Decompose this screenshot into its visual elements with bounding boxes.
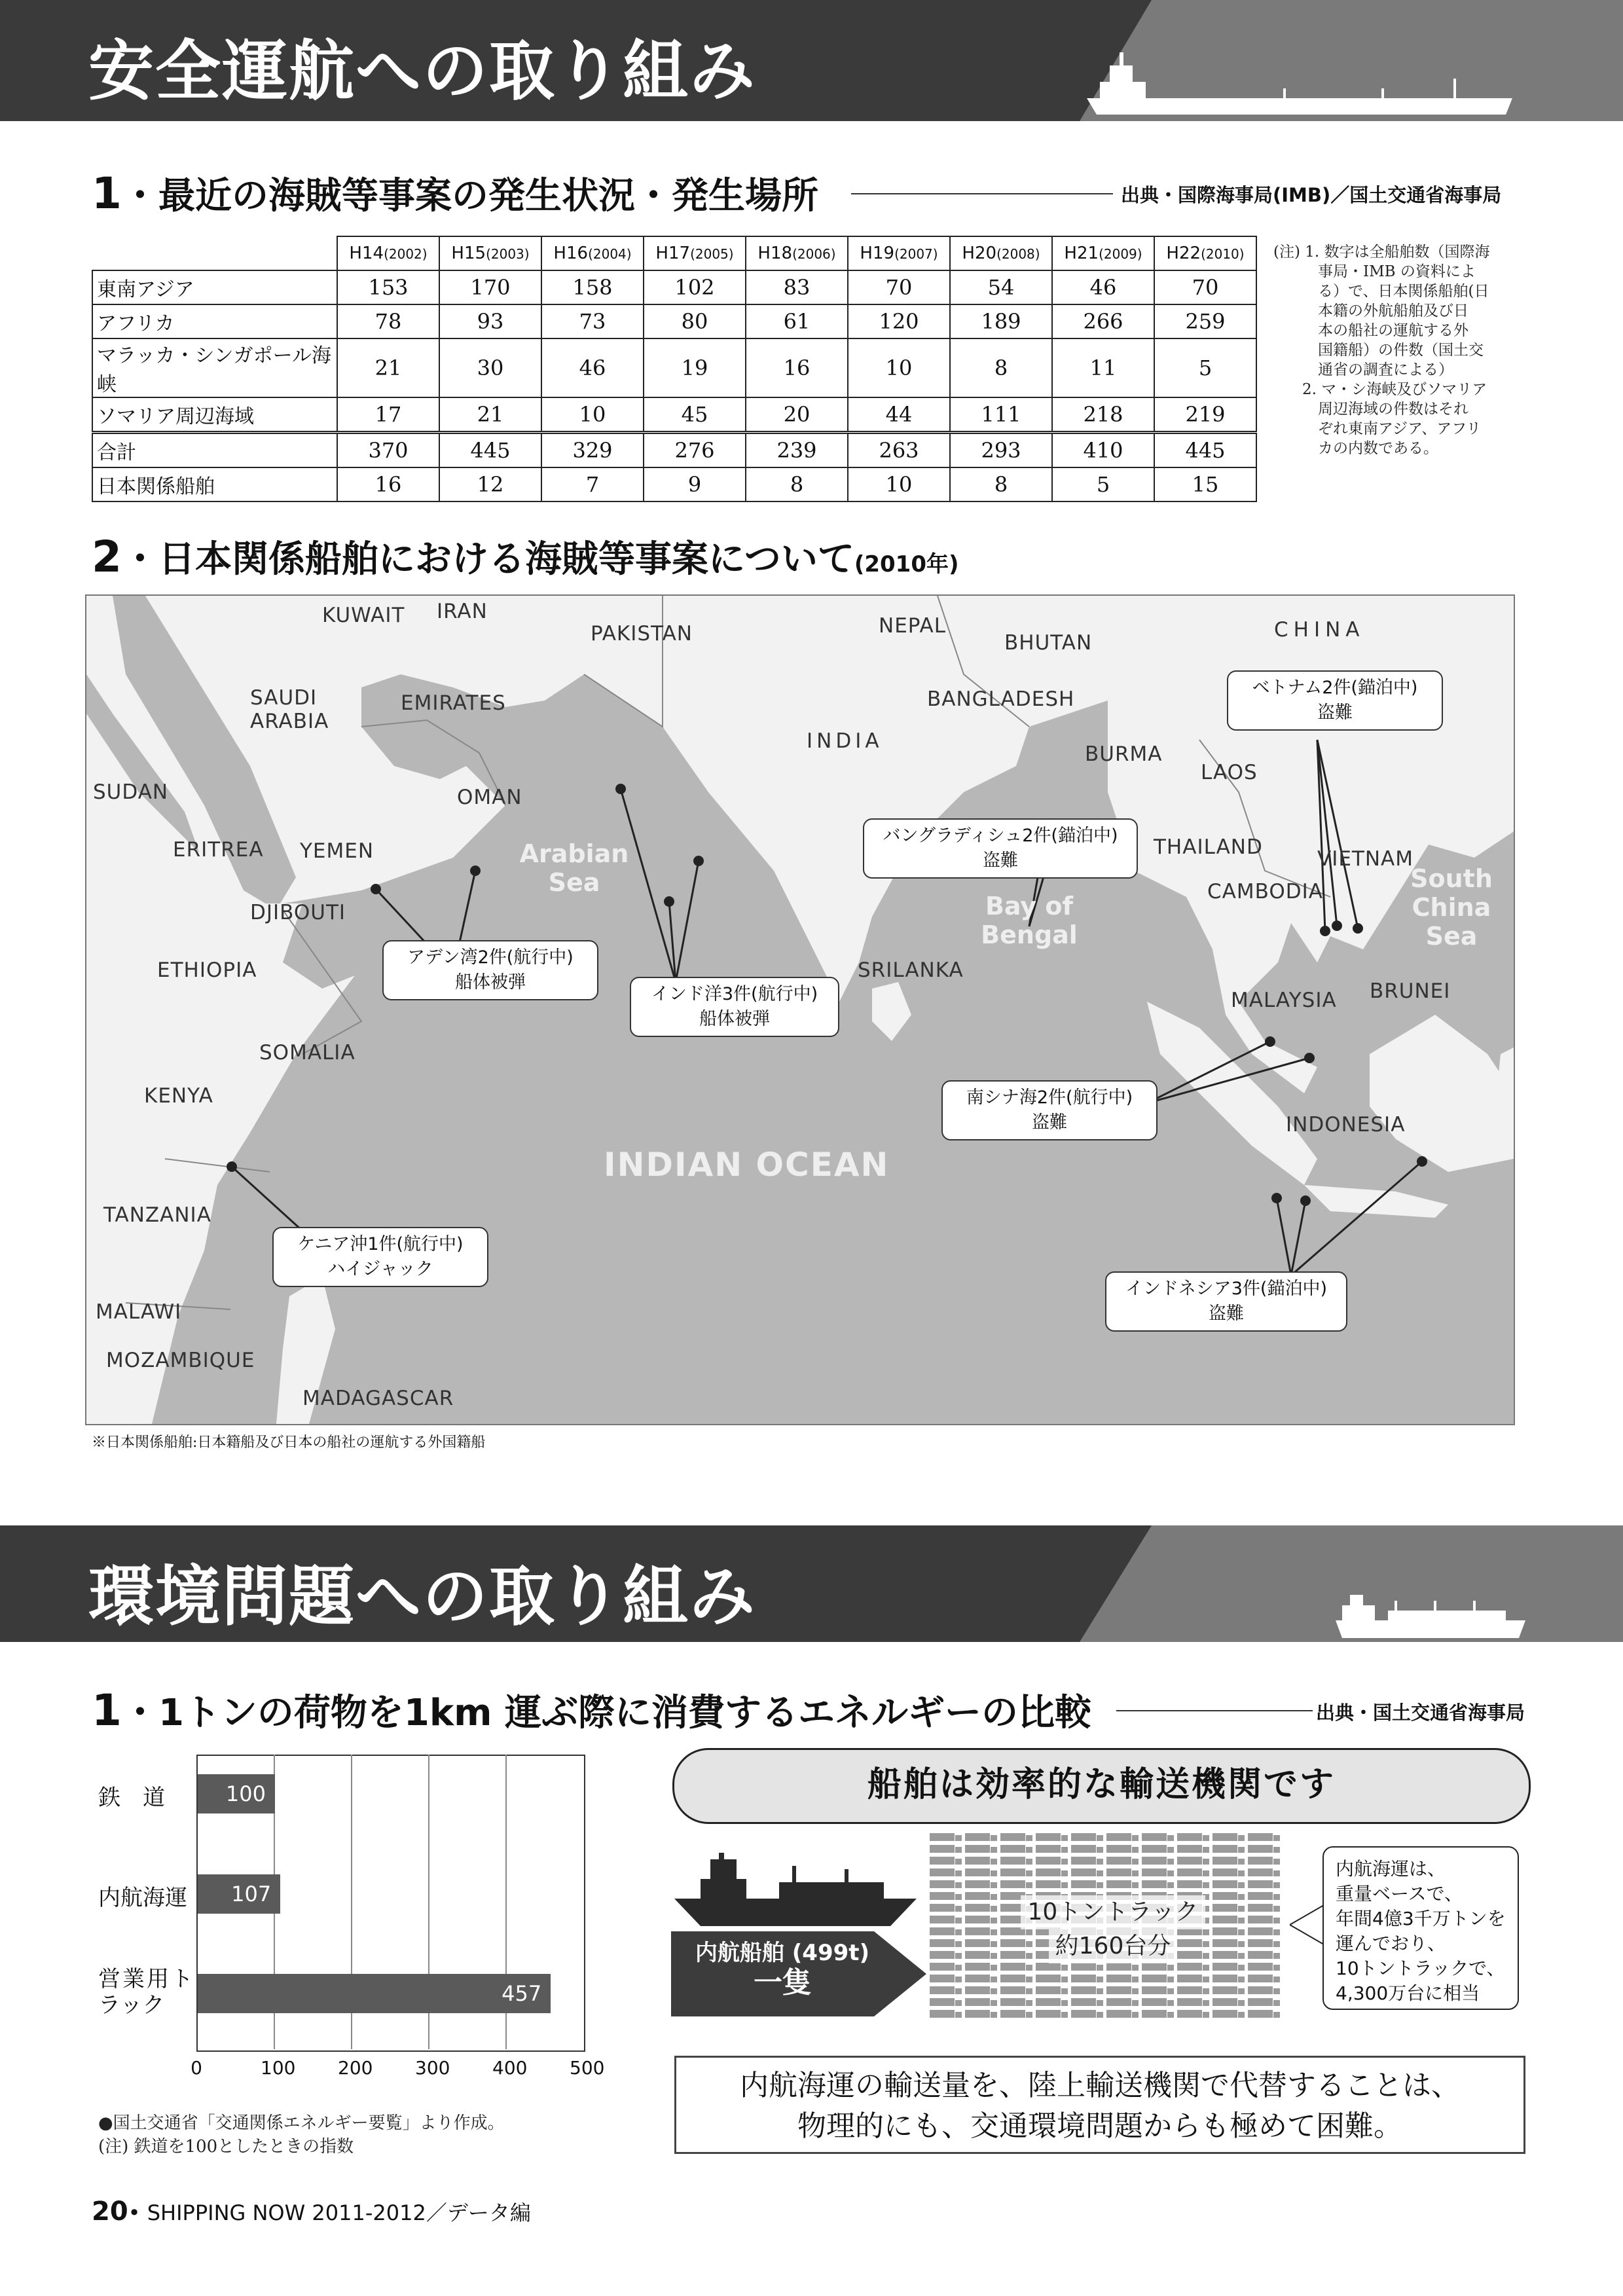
table-cell: 70 [1154,270,1256,304]
table-cell: 61 [746,304,848,338]
country-label: IRAN [437,600,488,623]
arabian-sea-label: Arabian Sea [519,839,629,897]
table-cell: 218 [1052,397,1154,433]
country-label: BURMA [1085,742,1163,766]
map-heading: 2・日本関係船舶における海賊等事案について(2010年) [92,532,959,582]
country-label: SOMALIA [259,1041,356,1065]
efficiency-headline: 船舶は効率的な輸送機関です [672,1748,1531,1824]
footer-text: • SHIPPING NOW 2011-2012／データ編 [128,2200,531,2225]
table-cell: 16 [337,467,439,501]
table-cell: 46 [541,338,644,397]
table-cell: 5 [1052,467,1154,501]
callout-indonesia: インドネシア3件(錨泊中) 盗難 [1105,1271,1347,1332]
incident-dot [227,1161,237,1172]
country-label: THAILAND [1154,835,1263,859]
note-line: 本の船社の運航する外 [1318,322,1468,339]
tick-label: 500 [570,2057,605,2079]
row-label: 東南アジア [92,270,337,304]
safety-banner [0,0,1623,121]
table-cell: 102 [644,270,746,304]
country-label: MALAWI [96,1300,182,1324]
note-line: 事局・IMB の資料によ [1318,263,1476,280]
table-row [92,433,1256,468]
callout-south-china-sea: 南シナ海2件(航行中) 盗難 [941,1080,1158,1140]
table-cell: 7 [541,467,644,501]
country-label: BHUTAN [1004,631,1093,655]
table-cell: 83 [746,270,848,304]
incident-dot [1332,920,1342,931]
incident-dot [1417,1156,1427,1167]
column-header: H14(2002) [337,236,439,270]
table-cell: 9 [644,467,746,501]
country-label: CHINA [1274,618,1365,642]
table-cell: 20 [746,397,848,433]
table-row [92,467,1256,501]
environment-banner [0,1525,1623,1642]
table-cell: 93 [439,304,541,338]
country-label: SUDAN [93,780,169,804]
incident-dot [470,866,481,876]
table-cell: 170 [439,270,541,304]
tick-label: 100 [261,2057,296,2079]
note-line: (注) 1. 数字は全船舶数（国際海 [1273,244,1490,261]
country-label: ERITREA [173,838,264,862]
table-cell: 70 [848,270,950,304]
callout-bangladesh: バングラディシュ2件(錨泊中) 盗難 [863,818,1138,879]
row-label: 合計 [92,433,337,468]
energy-source: 出典・国土交通省海事局 [1316,1702,1525,1724]
table-cell: 19 [644,338,746,397]
callout-vietnam: ベトナム2件(錨泊中) 盗難 [1227,670,1443,731]
environment-title: 環境問題への取り組み [88,1558,756,1635]
table-cell: 263 [848,433,950,468]
incident-dot [1304,1053,1315,1063]
incident-dot [1353,923,1363,934]
indian-ocean-label: INDIAN OCEAN [604,1146,890,1184]
callout-kenya: ケニア沖1件(航行中) ハイジャック [272,1227,488,1287]
table-cell: 370 [337,433,439,468]
bar: 107 [198,1874,280,1914]
incident-dot [371,884,381,894]
country-label: BANGLADESH [927,687,1075,711]
table-cell: 30 [439,338,541,397]
heading-rule [1116,1710,1313,1711]
column-header: H15(2003) [439,236,541,270]
country-label: LAOS [1201,761,1258,784]
table-cell: 10 [541,397,644,433]
table-cell: 189 [950,304,1052,338]
incident-dot [1271,1193,1282,1203]
note-line: ぞれ東南アジア、アフリ [1318,420,1482,437]
table-cell: 78 [337,304,439,338]
country-label: BRUNEI [1370,979,1451,1003]
table-cell: 8 [746,467,848,501]
coastal-ship-icon [674,1853,923,1931]
table-cell: 445 [1154,433,1256,468]
heading-rule [851,193,1113,194]
country-label: EMIRATES [401,691,506,715]
table-cell: 158 [541,270,644,304]
table-cell: 54 [950,270,1052,304]
column-header: H16(2004) [541,236,644,270]
table-cell: 259 [1154,304,1256,338]
incident-dot [1320,926,1330,936]
piracy-table [92,236,1257,502]
table-cell: 445 [439,433,541,468]
speech-bubble: 内航海運は、 重量ベースで、 年間4億3千万トンを 運んでおり、 10トントラックで、 4,300万台に相当 [1322,1846,1519,2010]
country-label: TANZANIA [103,1203,211,1227]
table-cell: 12 [439,467,541,501]
country-label: ETHIOPIA [157,958,257,982]
country-label: KENYA [144,1084,213,1108]
table-cell: 8 [950,338,1052,397]
incident-dot [1265,1036,1275,1047]
row-label: ソマリア周辺海域 [92,397,337,433]
column-header: H22(2010) [1154,236,1256,270]
bay-of-bengal-label: Bay of Bengal [981,892,1078,949]
country-label: DJIBOUTI [250,901,346,924]
table-cell: 10 [848,338,950,397]
country-label: KUWAIT [322,604,405,627]
note-line: 本籍の外航船舶及び日 [1318,302,1468,319]
column-header: H19(2007) [848,236,950,270]
incident-dot [664,896,674,907]
callout-aden: アデン湾2件(航行中) 船体被弾 [382,940,598,1000]
page-footer [92,2196,531,2227]
table-cell: 410 [1052,433,1154,468]
callout-indian-ocean: インド洋3件(航行中) 船体被弾 [630,977,839,1037]
category-label: 営業用トラック [98,1966,193,2018]
country-label: MALAYSIA [1231,989,1337,1012]
note-line: 2. マ・シ海峡及びソマリア [1302,381,1487,398]
country-label: NEPAL [879,614,946,638]
country-label: SRILANKA [858,958,964,982]
table-cell: 15 [1154,467,1256,501]
category-label: 内航海運 [98,1885,187,1911]
table-row [92,270,1256,304]
country-label: PAKISTAN [591,622,693,646]
table-notes [1273,242,1529,458]
country-label: INDIA [807,729,883,753]
country-label: YEMEN [300,839,374,863]
table-cell: 17 [337,397,439,433]
table-cell: 21 [439,397,541,433]
cargo-ship-icon [1336,1591,1532,1640]
bar: 100 [198,1774,275,1813]
piracy-stats-heading: 1・最近の海賊等事案の発生状況・発生場所 [92,168,818,219]
column-header: H21(2009) [1052,236,1154,270]
row-label: マラッカ・シンガポール海峡 [92,338,337,397]
safety-title: 安全運航への取り組み [88,33,756,109]
row-label: 日本関係船舶 [92,467,337,501]
note-line: 周辺海域の件数はそれ [1318,401,1468,418]
country-label: MADAGASCAR [302,1387,454,1410]
country-label: VIETNAM [1317,847,1414,871]
note-line: る）で、日本関係船舶(日 [1318,283,1489,300]
country-label: CAMBODIA [1207,880,1323,903]
category-label: 鉄 道 [98,1785,165,1811]
table-cell: 73 [541,304,644,338]
tick-label: 0 [191,2057,202,2079]
incident-dot [615,784,626,794]
energy-heading: 1・1トンの荷物を1km 運ぶ際に消費するエネルギーの比較 [92,1685,1091,1736]
note-line: カの内数である。 [1318,440,1438,457]
map-footnote: ※日本関係船舶:日本籍船及び日本の船社の運航する外国籍船 [92,1434,486,1451]
page-number: 20 [92,2196,128,2227]
row-label: アフリカ [92,304,337,338]
table-row [92,338,1256,397]
bar: 457 [198,1974,551,2013]
table-cell: 16 [746,338,848,397]
column-header: H20(2008) [950,236,1052,270]
piracy-map [85,594,1515,1425]
table-cell: 8 [950,467,1052,501]
column-header: H17(2005) [644,236,746,270]
tick-label: 300 [415,2057,450,2079]
note-line: 国籍船）の件数（国土交 [1318,342,1484,359]
column-header: H18(2006) [746,236,848,270]
conclusion-box: 内航海運の輸送量を、陸上輸送機関で代替することは、 物理的にも、交通環境問題からも極めて困難。 [674,2056,1525,2154]
table-row [92,397,1256,433]
note-line: 通省の調査による） [1318,361,1453,378]
country-label: INDONESIA [1286,1113,1406,1137]
tick-label: 400 [492,2057,528,2079]
table-cell: 45 [644,397,746,433]
incident-dot [693,856,704,866]
table-row [92,304,1256,338]
country-label: SAUDI ARABIA [250,686,329,733]
table-cell: 46 [1052,270,1154,304]
table-cell: 293 [950,433,1052,468]
table-cell: 10 [848,467,950,501]
table-cell: 276 [644,433,746,468]
table-cell: 239 [746,433,848,468]
country-label: OMAN [457,786,522,809]
incident-dot [1300,1195,1311,1206]
table-cell: 153 [337,270,439,304]
piracy-source: 出典・国際海事局(IMB)／国土交通省海事局 [1121,184,1502,206]
ship-label: 内航船舶 (499t) 一隻 [695,1940,870,1999]
tick-label: 200 [338,2057,373,2079]
table-cell: 80 [644,304,746,338]
tanker-ship-icon [1087,52,1532,118]
country-label: MOZAMBIQUE [106,1349,255,1372]
table-cell: 219 [1154,397,1256,433]
truck-label: 10トントラック 約160台分 [982,1895,1244,1963]
table-cell: 120 [848,304,950,338]
table-cell: 11 [1052,338,1154,397]
table-cell: 44 [848,397,950,433]
chart-notes: ●国土交通省「交通関係エネルギー要覧」より作成。 (注) 鉄道を100としたときの指数 [98,2113,505,2157]
south-china-sea-label: South China Sea [1410,864,1493,951]
table-cell: 111 [950,397,1052,433]
table-cell: 266 [1052,304,1154,338]
table-cell: 329 [541,433,644,468]
table-cell: 21 [337,338,439,397]
table-cell: 5 [1154,338,1256,397]
